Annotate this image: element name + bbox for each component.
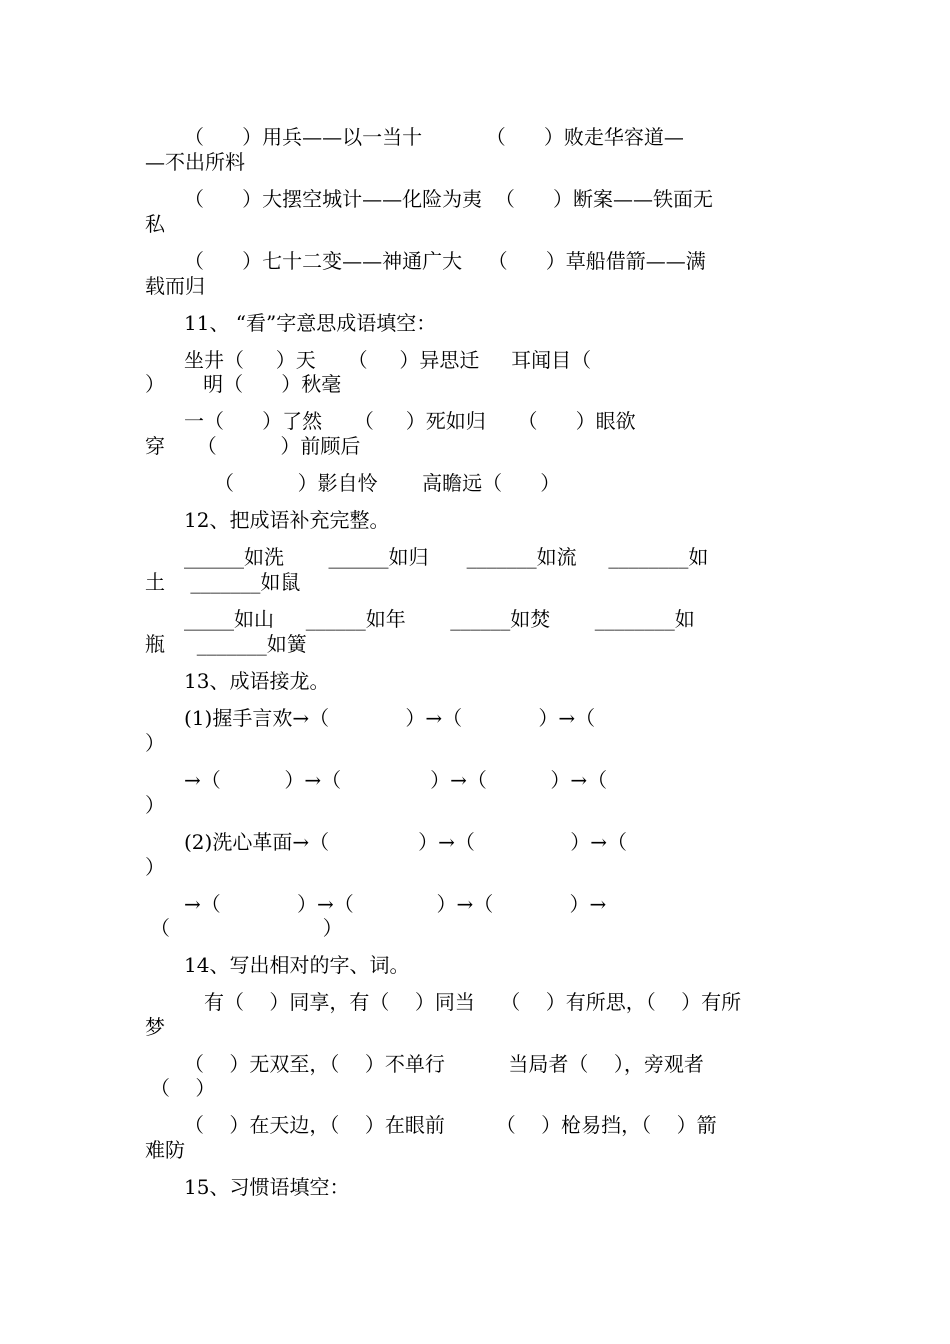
text-line: 穿 （ ）前顾后 xyxy=(145,434,361,458)
text-line: _____如山 ______如年 ______如焚 ________如 xyxy=(184,607,695,631)
text-line: ） xyxy=(145,793,165,817)
text-line: 私 xyxy=(145,212,165,236)
section-heading: 14、写出相对的字、词。 xyxy=(184,953,410,977)
text-line: ） xyxy=(145,855,165,879)
text-line: →（ ）→（ ）→（ ）→ xyxy=(184,892,607,916)
text-line: —不出所料 xyxy=(145,150,245,174)
text-line: 土 _______如鼠 xyxy=(145,570,301,594)
section-heading: 13、成语接龙。 xyxy=(184,669,330,693)
text-line: 坐井（ ）天 （ ）异思迁 耳闻目（ xyxy=(184,348,592,372)
text-line: （ ）大摆空城计——化险为夷 （ ）断案——铁面无 xyxy=(184,187,714,211)
text-line: （ ）无双至，（ ）不单行 当局者（ ），旁观者 xyxy=(184,1052,704,1076)
text-line: ） 明（ ）秋毫 xyxy=(145,372,342,396)
text-line: 载而归 xyxy=(145,274,205,298)
text-line: （ ）影自怜 高瞻远（ ） xyxy=(214,471,561,495)
section-heading: 12、把成语补充完整。 xyxy=(184,508,390,532)
text-line: (1)握手言欢→（ ）→（ ）→（ xyxy=(184,706,596,730)
section-heading: 15、习惯语填空： xyxy=(184,1175,350,1199)
text-line: (2)洗心革面→（ ）→（ ）→（ xyxy=(184,830,627,854)
text-line: （ ） xyxy=(150,916,343,940)
text-line: （ ）用兵——以一当十 （ ）败走华容道— xyxy=(184,125,684,149)
text-line: 有（ ）同享，有（ ）同当 （ ）有所思，（ ）有所 xyxy=(204,990,742,1014)
text-line: （ ）在天边，（ ）在眼前 （ ）枪易挡，（ ）箭 xyxy=(184,1113,717,1137)
text-line: （ ） xyxy=(150,1076,216,1100)
text-line: →（ ）→（ ）→（ ）→（ xyxy=(184,768,608,792)
text-line: 一（ ）了然 （ ）死如归 （ ）眼欲 xyxy=(184,409,636,433)
text-line: ） xyxy=(145,731,165,755)
section-heading: 11、 “看”字意思成语填空： xyxy=(184,311,437,335)
text-line: 瓶 _______如簧 xyxy=(145,632,307,656)
text-line: （ ）七十二变——神通广大 （ ）草船借箭——满 xyxy=(184,249,706,273)
text-line: 梦 xyxy=(145,1015,165,1039)
text-line: ______如洗 ______如归 _______如流 ________如 xyxy=(184,545,709,569)
text-line: 难防 xyxy=(145,1138,185,1162)
